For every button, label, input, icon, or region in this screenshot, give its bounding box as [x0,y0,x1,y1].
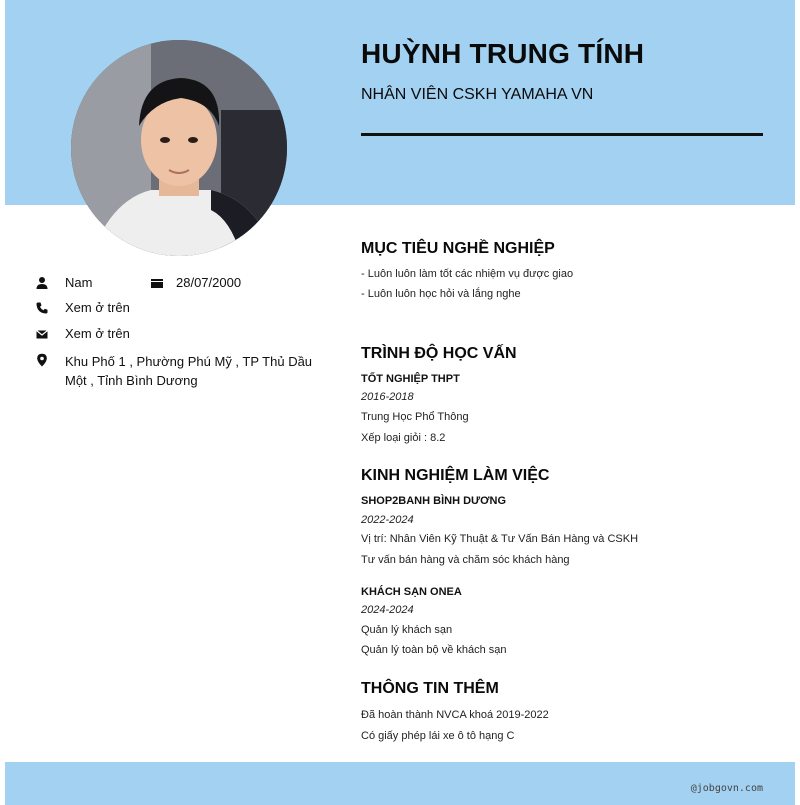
education-line: Trung Học Phổ Thông [361,411,469,423]
contact-dob [150,275,241,290]
job-line: Vị trí: Nhân Viên Kỹ Thuật & Tư Vấn Bán Hàng và CSKH [361,533,639,545]
extra-info-line: Đã hoàn thành NVCA khoá 2019-2022 [361,709,549,721]
job-company: SHOP2BANH BÌNH DƯƠNG [361,495,507,507]
calendar-icon [150,276,164,290]
dob-value: 28/07/2000 [176,275,242,290]
profile-photo-illustration [71,40,287,256]
objective-line: - Luôn luôn làm tốt các nhiệm vụ được giao [361,268,574,280]
education-period: 2016-2018 [361,391,414,403]
mail-icon [35,327,49,341]
phone-icon [35,301,49,315]
title-divider [361,133,763,136]
objective-title: MỤC TIÊU NGHỀ NGHIỆP [361,240,555,257]
education-line: Xếp loại giỏi : 8.2 [361,432,446,444]
candidate-name: HUỲNH TRUNG TÍNH [361,38,645,69]
footer-band [5,762,795,805]
resume-page [5,0,795,805]
job-line: Quản lý toàn bộ về khách sạn [361,644,507,656]
job-line: Tư vấn bán hàng và chăm sóc khách hàng [361,554,570,566]
address-value: Khu Phố 1 , Phường Phú Mỹ , TP Thủ Dầu Một , Tỉnh Bình Dương [65,354,313,388]
job-company: KHÁCH SẠN ONEA [361,586,462,598]
job-line: Quản lý khách sạn [361,624,453,636]
candidate-job-title: NHÂN VIÊN CSKH YAMAHA VN [361,86,594,103]
phone-value: Xem ở trên [65,300,130,315]
profile-photo [71,40,287,256]
contact-address [35,352,325,390]
gender-value: Nam [65,275,93,290]
email-value: Xem ở trên [65,326,130,341]
education-title: TRÌNH ĐỘ HỌC VẤN [361,345,517,362]
contact-phone [35,300,130,315]
objective-line: - Luôn luôn học hỏi và lắng nghe [361,288,521,300]
education-school: TỐT NGHIỆP THPT [361,373,460,385]
extra-info-line: Có giấy phép lái xe ô tô hạng C [361,730,515,742]
map-pin-icon [35,353,49,367]
person-icon [35,276,49,290]
extra-info-title: THÔNG TIN THÊM [361,680,499,697]
contact-email [35,326,130,341]
contact-gender [35,275,92,290]
job-period: 2022-2024 [361,514,414,526]
job-period: 2024-2024 [361,604,414,616]
experience-title: KINH NGHIỆM LÀM VIỆC [361,467,550,484]
site-credit: @jobgovn.com [690,783,763,794]
